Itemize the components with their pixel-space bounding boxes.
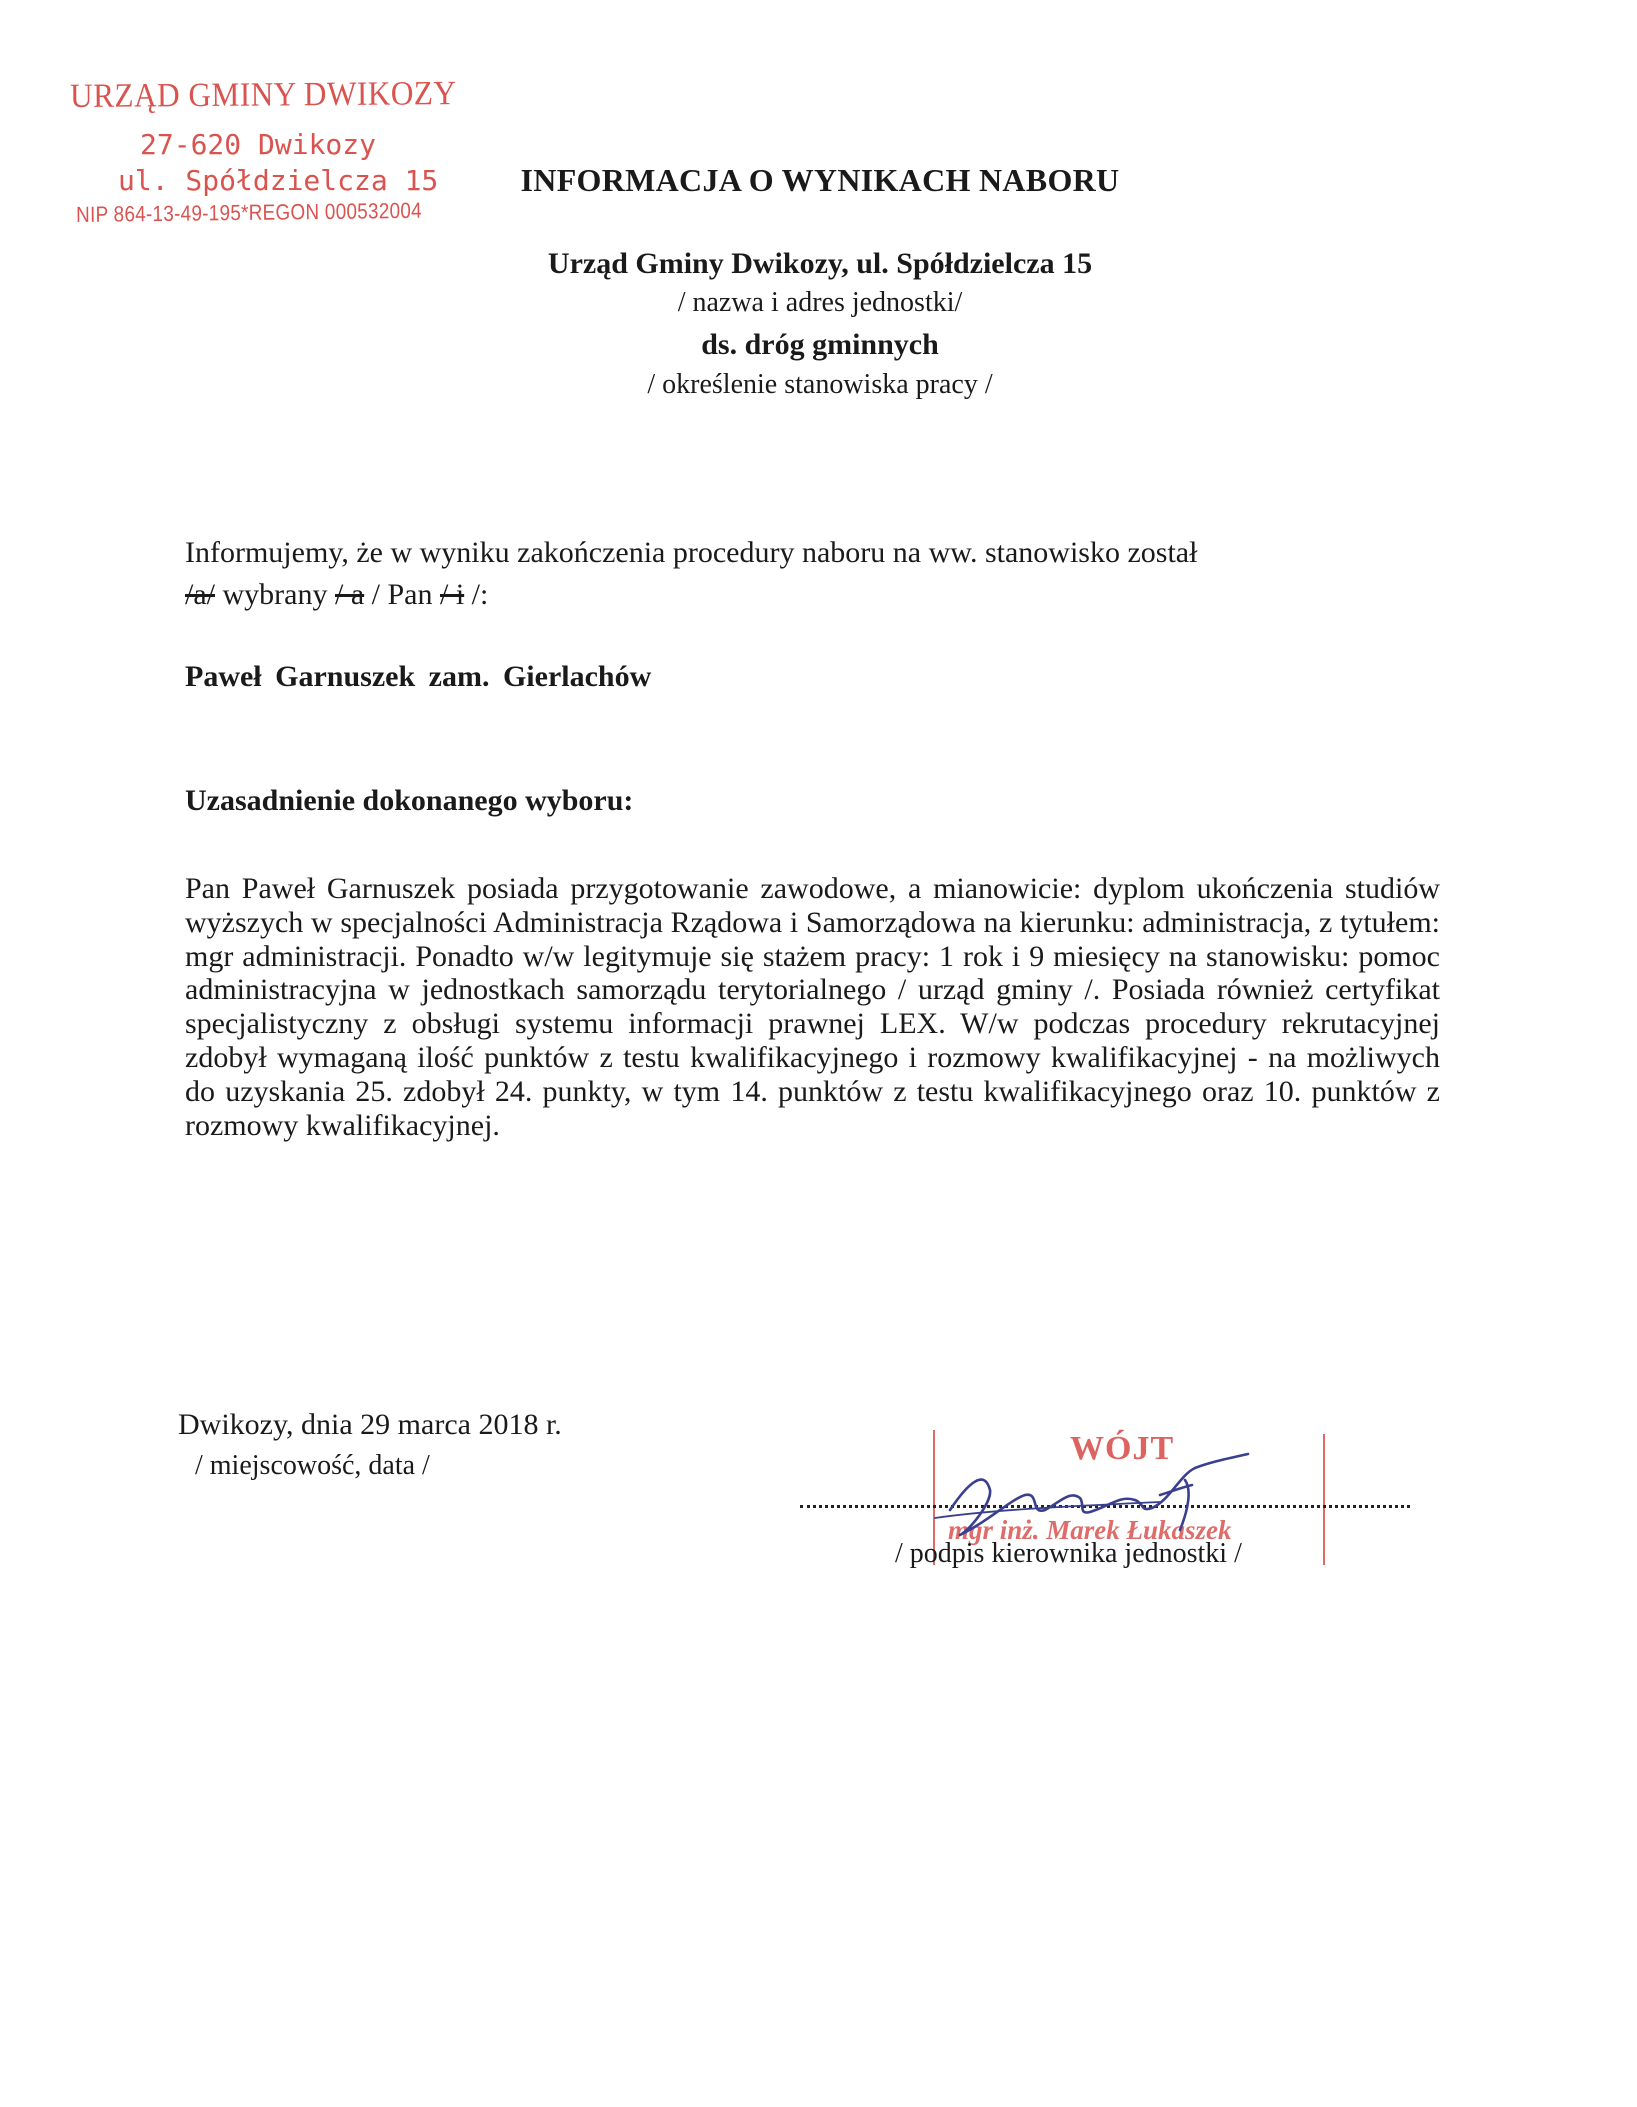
struck-suffix-c: / i bbox=[439, 578, 465, 611]
selected-candidate: Paweł Garnuszek zam. Gierlachów bbox=[185, 660, 652, 693]
intro-word-wybrany: wybrany bbox=[215, 578, 335, 611]
unit-name: Urząd Gminy Dwikozy, ul. Spółdzielcza 15 bbox=[547, 247, 1093, 280]
stamp-line-nip-regon: NIP 864-13-49-195*REGON 000532004 bbox=[76, 197, 423, 227]
stamp-border-right bbox=[1323, 1434, 1325, 1565]
official-stamp-title: WÓJT bbox=[1070, 1430, 1175, 1467]
official-stamp-name: mgr inż. Marek Łukaszek bbox=[948, 1515, 1232, 1545]
unit-caption: / nazwa i adres jednostki/ bbox=[677, 287, 963, 318]
stamp-line-office: URZĄD GMINY DWIKOZY bbox=[70, 75, 457, 115]
document-title: INFORMACJA O WYNIKACH NABORU bbox=[520, 162, 1120, 198]
stamp-line-postcode: 27-620 Dwikozy bbox=[140, 128, 377, 161]
handwritten-signature bbox=[930, 1440, 1270, 1550]
intro-word-pan: / Pan bbox=[364, 578, 440, 611]
position-name: ds. dróg gminnych bbox=[701, 328, 939, 361]
struck-suffix-a: /a/ bbox=[185, 578, 215, 611]
intro-paragraph bbox=[185, 532, 1425, 616]
place-date: Dwikozy, dnia 29 marca 2018 r. bbox=[178, 1408, 562, 1441]
signature-caption: / podpis kierownika jednostki / bbox=[895, 1538, 1242, 1569]
justification-heading: Uzasadnienie dokonanego wyboru: bbox=[185, 784, 634, 817]
intro-tail: /: bbox=[464, 578, 489, 611]
intro-line-1: Informujemy, że w wyniku zakończenia procedury naboru na ww. stanowisko został bbox=[185, 536, 1198, 569]
place-date-caption: / miejscowość, data / bbox=[195, 1450, 430, 1481]
stamp-line-street: ul. Spółdzielcza 15 bbox=[118, 164, 439, 197]
struck-suffix-b: / a bbox=[334, 578, 365, 611]
position-caption: / określenie stanowiska pracy / bbox=[647, 369, 993, 400]
justification-text: Pan Paweł Garnuszek posiada przygotowanie zawodowe, a mianowicie: dyplom ukończenia studiów wyższych w specjalności Administracja Rządowa i Samorządowa na kierunku: administracja, z tytułem: mgr administracji. Ponadto w/w legitymuje się stażem pracy: 1 rok i 9 miesięcy na stanowisku: pomoc administracyjna w jednostkach samorządu terytorialnego / urząd gminy /. Posiada również certyfikat specjalistyczny z obsługi systemu informacji prawnej LEX. W/w podczas procedury rekrutacyjnej zdobył wymaganą ilość punktów z testu kwalifikacyjnego i rozmowy kwalifikacyjnej - na możliwych do uzyskania 25. zdobył 24. punkty, w tym 14. punktów z testu kwalifikacyjnego oraz 10. punktów z rozmowy kwalifikacyjnej. bbox=[185, 872, 1440, 1142]
